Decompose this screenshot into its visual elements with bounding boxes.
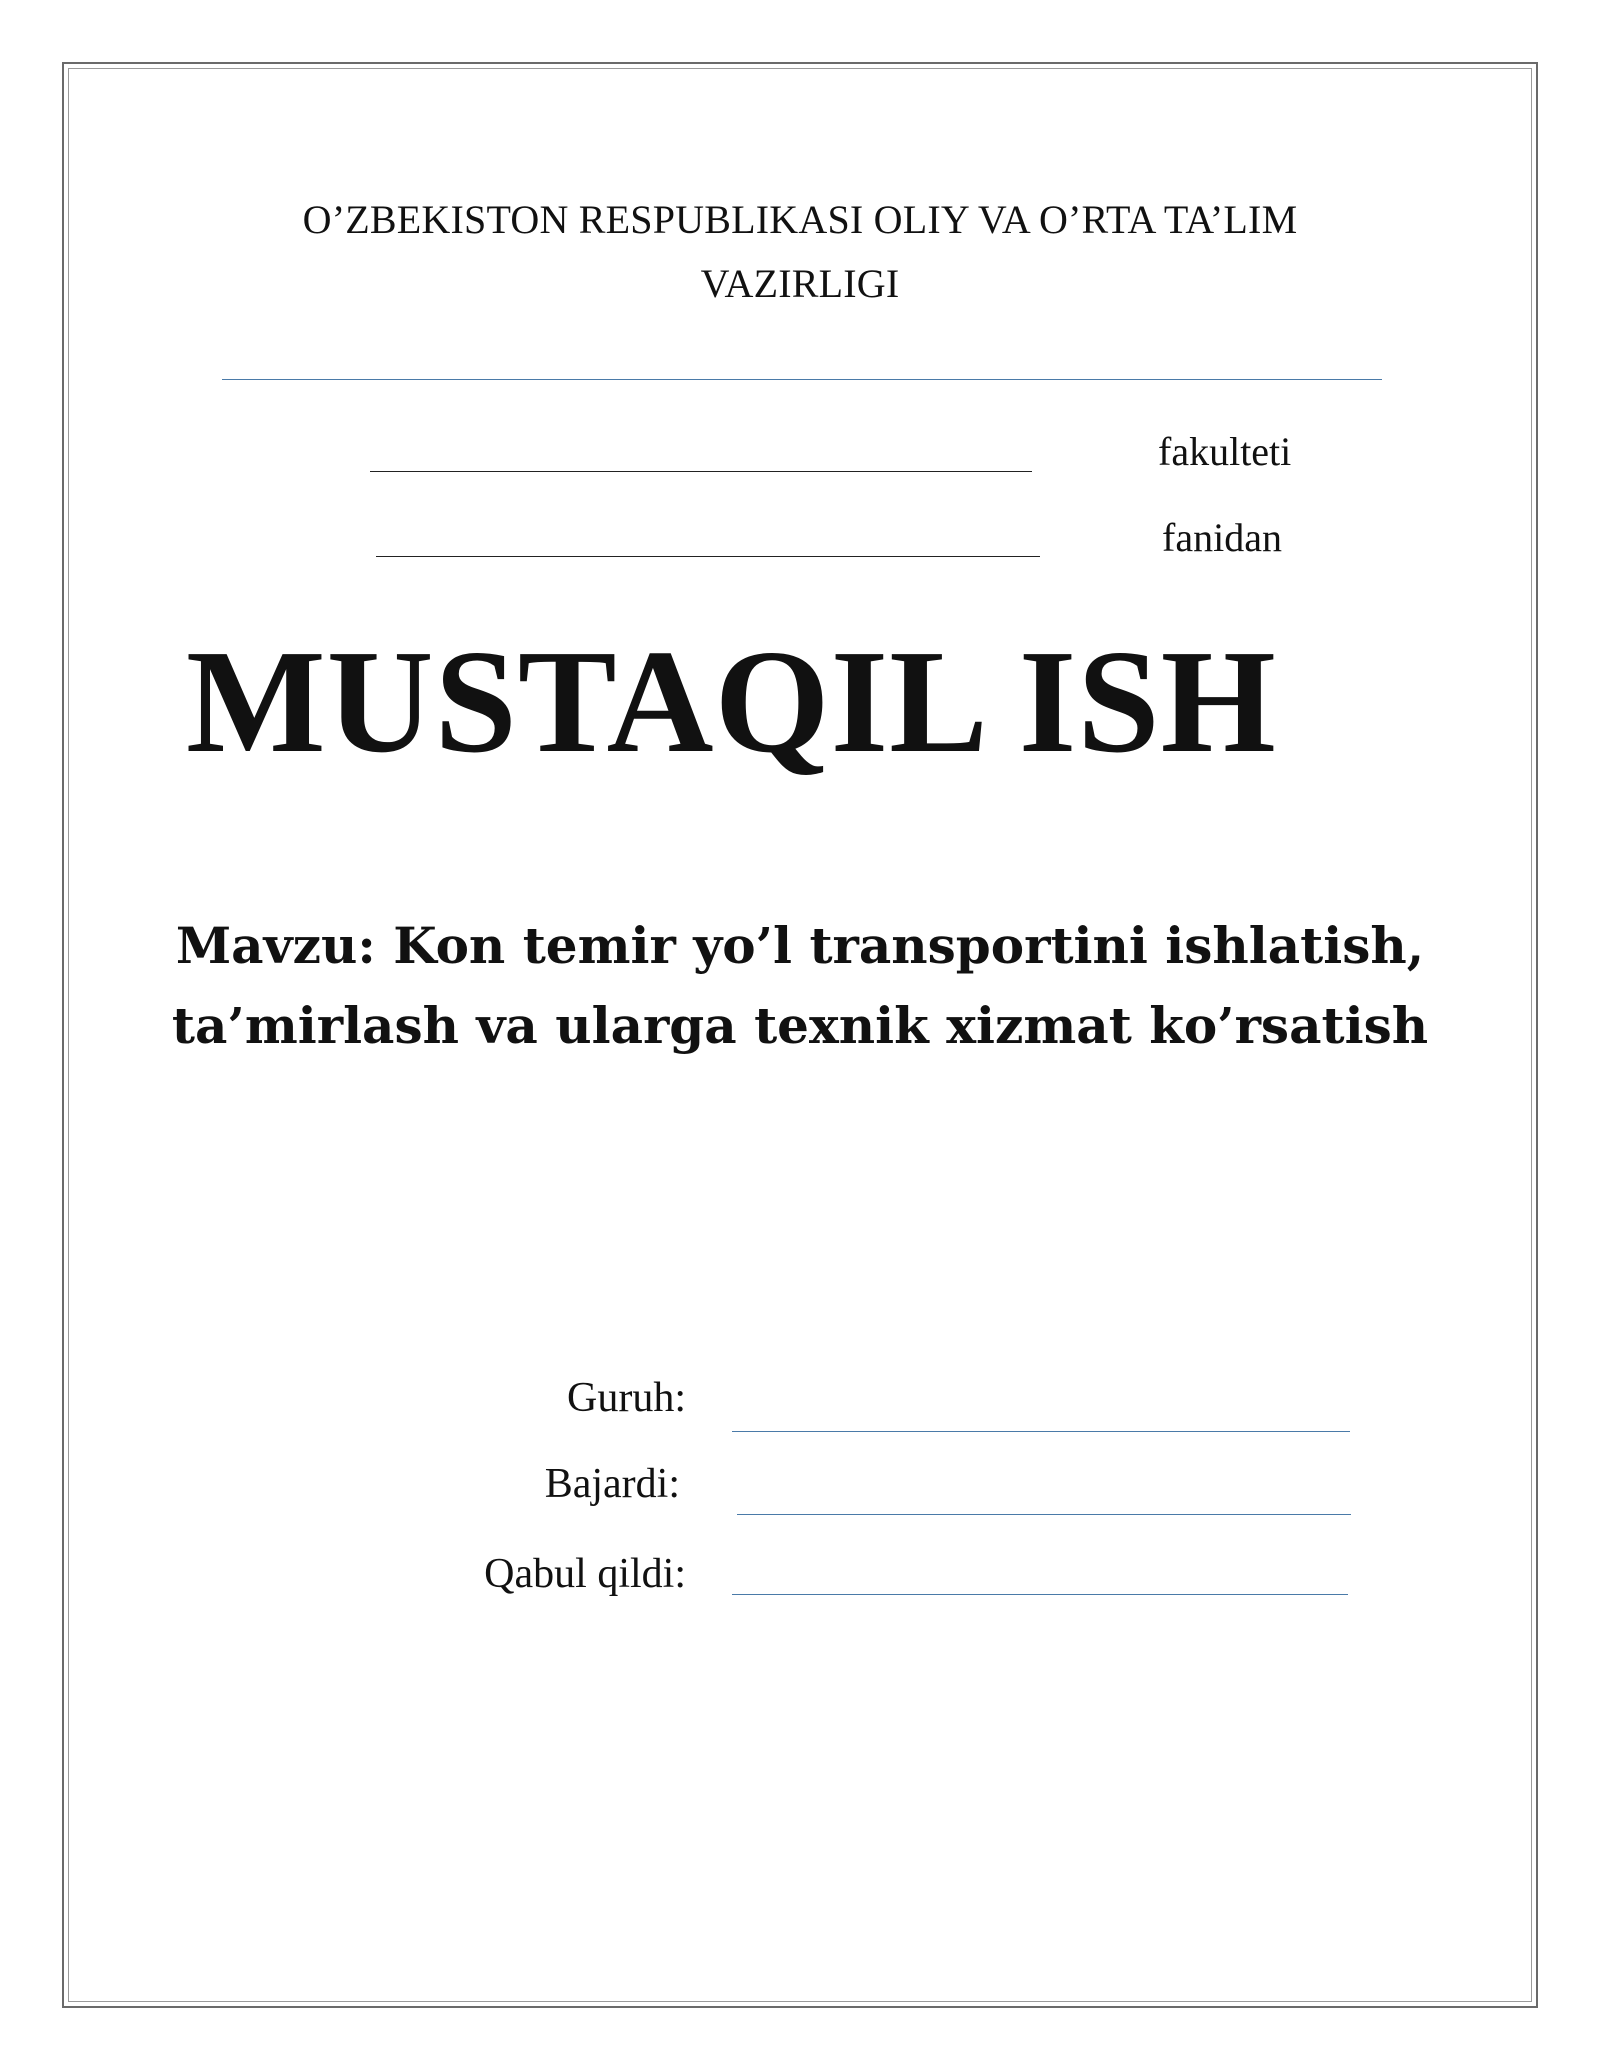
group-label: Guruh: bbox=[567, 1375, 686, 1421]
document-title: MUSTAQIL ISH bbox=[186, 620, 1277, 784]
topic-block bbox=[160, 906, 1440, 1066]
subject-blank-line bbox=[376, 556, 1040, 557]
done-by-label: Bajardi: bbox=[544, 1461, 680, 1507]
accepted-by-label: Qabul qildi: bbox=[484, 1551, 686, 1597]
topic-line-2: ta’mirlash va ularga texnik xizmat ko’rsatish bbox=[171, 996, 1429, 1055]
ministry-line-2: VAZIRLIGI bbox=[700, 261, 900, 306]
faculty-blank-line bbox=[370, 471, 1032, 472]
institution-underline bbox=[222, 379, 1382, 380]
group-blank-line bbox=[732, 1431, 1350, 1432]
topic-line-1: Mavzu: Kon temir yo’l transportini ishlatish, bbox=[175, 916, 1425, 975]
faculty-label: fakulteti bbox=[1158, 429, 1292, 474]
ministry-line-1: O’ZBEKISTON RESPUBLIKASI OLIY VA O’RTA TA’LIM bbox=[302, 197, 1298, 242]
accepted-by-blank-line bbox=[732, 1594, 1348, 1595]
subject-label: fanidan bbox=[1162, 515, 1282, 560]
done-by-blank-line bbox=[737, 1514, 1351, 1515]
ministry-heading bbox=[160, 188, 1440, 316]
